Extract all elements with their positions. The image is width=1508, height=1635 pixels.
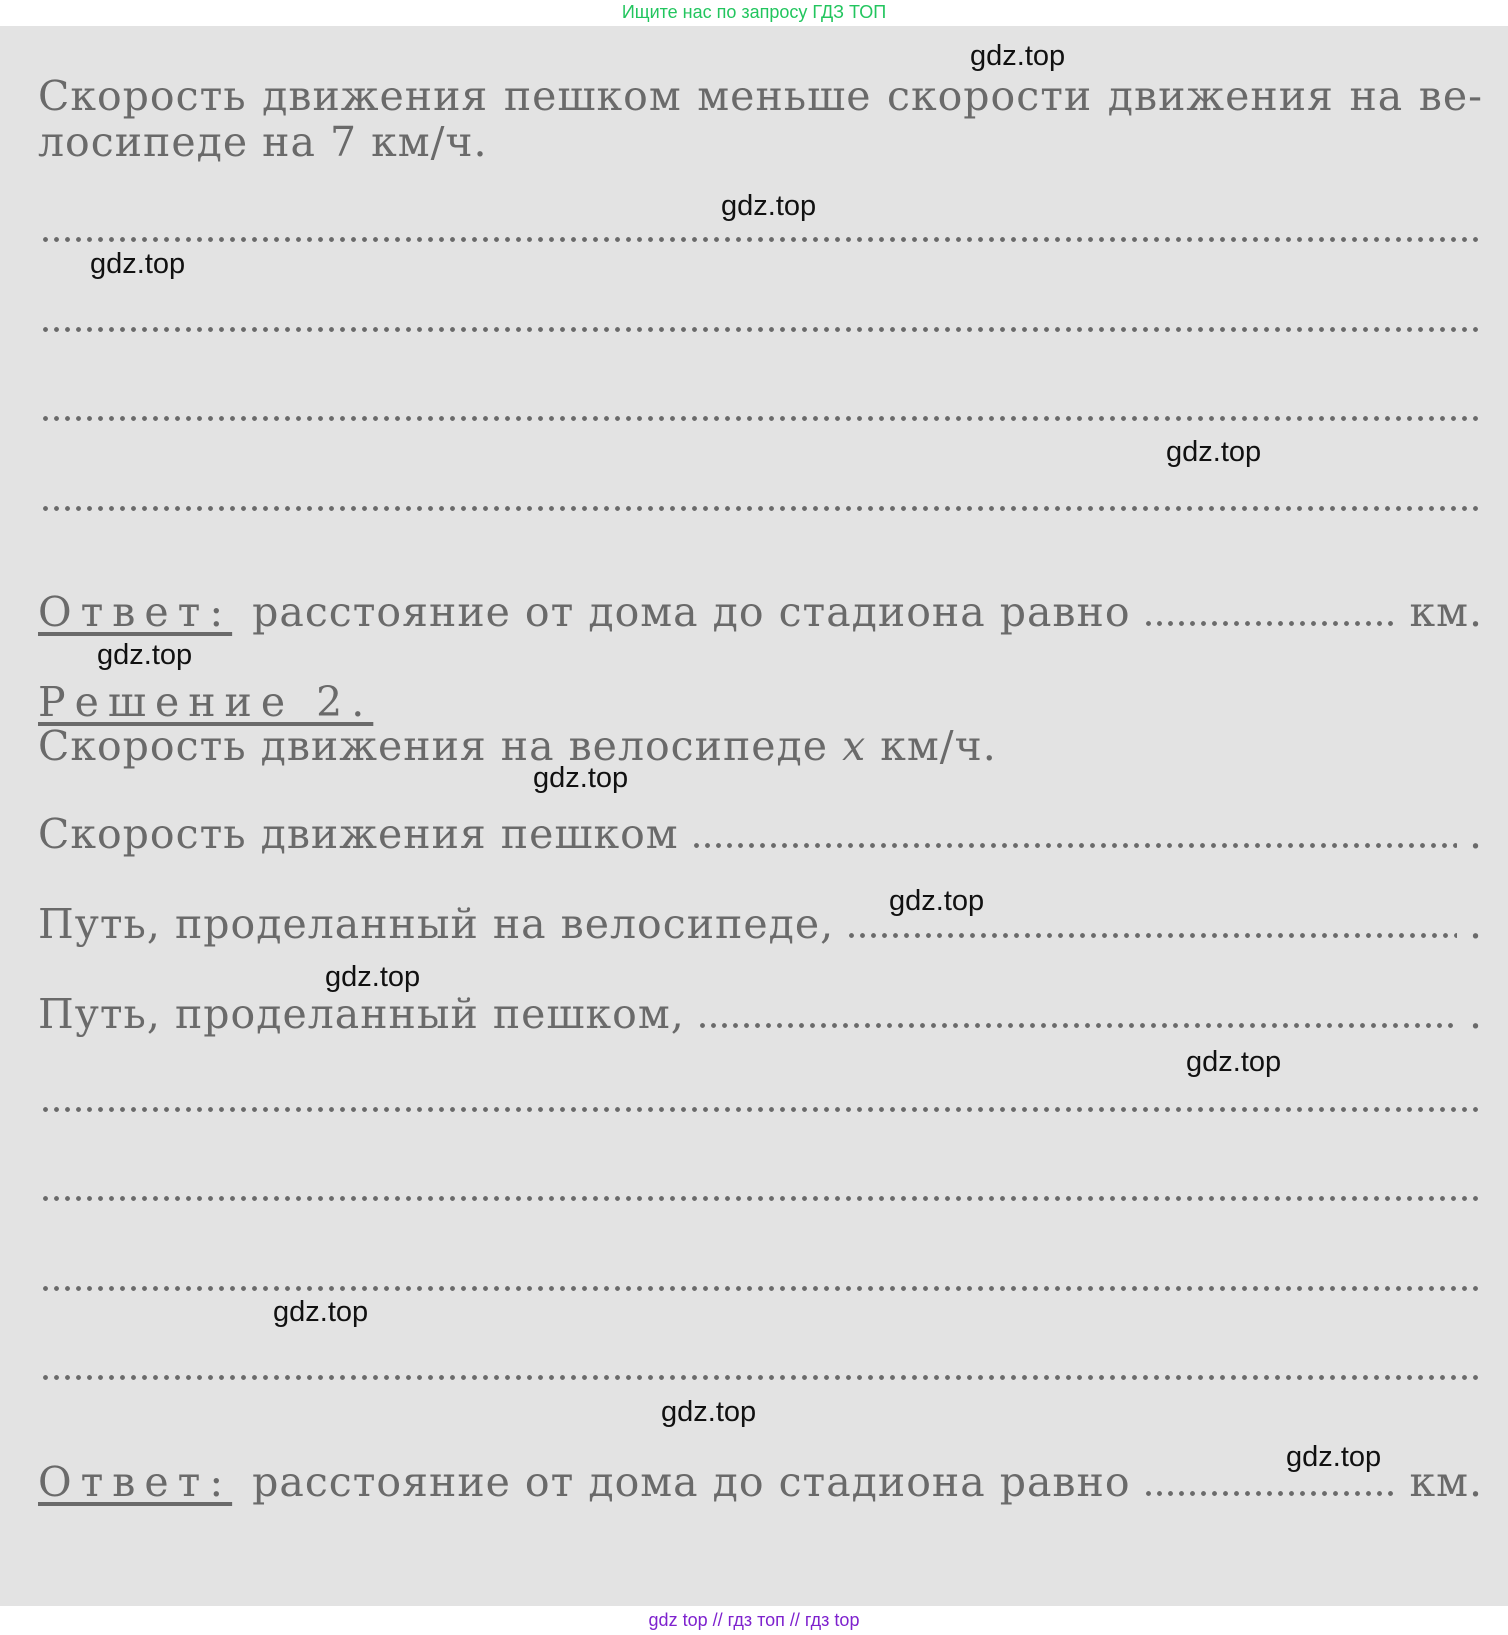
period: . [1468,810,1483,858]
answer-1 [38,588,1483,636]
path-walk-text: Путь, проделанный пешком, [38,990,685,1038]
bottom-banner[interactable]: gdz top // гдз топ // гдз top [648,1610,860,1630]
variable-x: x [842,722,867,770]
workbook-page [0,26,1508,1606]
speed-walk-line [38,810,1483,858]
answer-dotted-line [40,327,1480,332]
speed-walk-text: Скорость движения пешком [38,810,679,858]
watermark: gdz.top [721,190,817,222]
answer-blank [1143,621,1398,626]
answer-dotted-line [40,1286,1480,1291]
speed-bike-text: Скорость движения на велосипеде [38,722,829,770]
solution-2-title: Решение 2. [38,678,374,726]
intro-line-1: Скорость движения пешком меньше скорости движения на ве- [38,72,1483,120]
watermark: gdz.top [1186,1046,1282,1078]
period: . [1468,990,1483,1038]
path-bike-blank [846,933,1457,938]
watermark: gdz.top [90,248,186,280]
answer-blank [1143,1491,1398,1496]
top-banner[interactable]: Ищите нас по запросу ГДЗ ТОП [621,2,887,22]
speed-bike-line [38,722,997,770]
speed-bike-unit: км/ч. [880,722,997,770]
path-walk-line [38,990,1483,1038]
answer-label: Ответ: [38,588,233,636]
watermark: gdz.top [1166,436,1262,468]
answer-dotted-line [40,1375,1480,1380]
intro-line-2: лосипеде на 7 км/ч. [38,118,488,166]
answer-text: расстояние от дома до стадиона равно [252,588,1131,636]
period: . [1468,900,1483,948]
answer-label: Ответ: [38,1458,233,1506]
speed-walk-blank [691,843,1457,848]
answer-dotted-line [40,1107,1480,1112]
answer-text: расстояние от дома до стадиона равно [252,1458,1131,1506]
path-walk-blank [697,1023,1457,1028]
watermark: gdz.top [97,639,193,671]
path-bike-text: Путь, проделанный на велосипеде, [38,900,835,948]
watermark: gdz.top [533,762,629,794]
answer-dotted-line [40,416,1480,421]
path-bike-line [38,900,1483,948]
watermark: gdz.top [1286,1441,1382,1473]
answer-unit: км. [1409,588,1483,636]
answer-dotted-line [40,1196,1480,1201]
answer-dotted-line [40,237,1480,242]
watermark: gdz.top [889,885,985,917]
answer-unit: км. [1409,1458,1483,1506]
watermark: gdz.top [325,961,421,993]
watermark: gdz.top [273,1296,369,1328]
answer-dotted-line [40,506,1480,511]
watermark: gdz.top [970,40,1066,72]
answer-2 [38,1458,1483,1506]
watermark: gdz.top [661,1396,757,1428]
